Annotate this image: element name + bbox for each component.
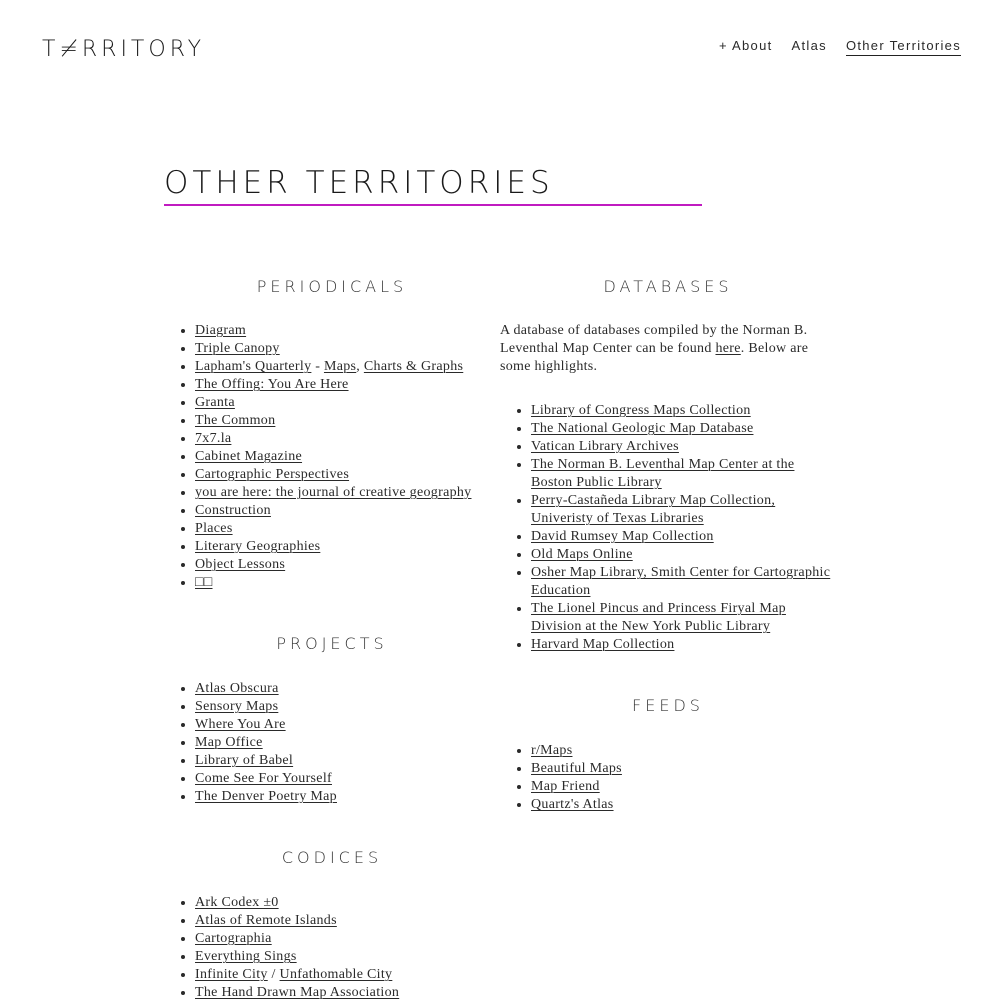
- resource-link[interactable]: Vatican Library Archives: [531, 439, 679, 454]
- databases-intro: [500, 322, 836, 376]
- resource-link[interactable]: Infinite City: [195, 967, 268, 982]
- list-item: [195, 412, 500, 430]
- list-item: [531, 438, 836, 456]
- resource-link[interactable]: Sensory Maps: [195, 699, 279, 714]
- list-item: [195, 770, 500, 788]
- resource-link[interactable]: Perry-Castañeda Library Map Collection, Univeristy of Texas Libraries: [531, 493, 776, 526]
- list-item: [195, 448, 500, 466]
- resource-link[interactable]: Construction: [195, 503, 271, 518]
- list-item: [531, 778, 836, 796]
- resource-link[interactable]: The Common: [195, 413, 276, 428]
- feeds-list: [500, 742, 836, 814]
- databases-here-link[interactable]: here: [715, 341, 741, 356]
- resource-link[interactable]: Charts & Graphs: [363, 359, 464, 374]
- list-item: [531, 760, 836, 778]
- resource-link[interactable]: Osher Map Library, Smith Center for Cartographic Education: [531, 565, 831, 598]
- resource-link[interactable]: Atlas of Remote Islands: [195, 913, 337, 928]
- list-item: [195, 484, 500, 502]
- resource-link[interactable]: Object Lessons: [195, 557, 286, 572]
- list-item: [195, 716, 500, 734]
- link-separator: ,: [356, 359, 364, 374]
- nav-about-link[interactable]: + About: [718, 38, 773, 53]
- codices-heading: CODICES: [281, 848, 383, 867]
- resource-link[interactable]: Map Friend: [531, 779, 600, 794]
- resource-link[interactable]: Granta: [195, 395, 235, 410]
- resource-link[interactable]: Literary Geographies: [195, 539, 321, 554]
- resource-link[interactable]: Beautiful Maps: [531, 761, 622, 776]
- periodicals-heading: PERIODICALS: [256, 277, 408, 296]
- right-column: [500, 276, 836, 814]
- list-item: [195, 948, 500, 966]
- list-item: [195, 502, 500, 520]
- resource-link[interactable]: □□: [195, 575, 213, 590]
- codices-list: [164, 894, 500, 1000]
- list-item: [531, 546, 836, 564]
- nav-other-territories-link[interactable]: Other Territories: [846, 38, 961, 56]
- list-item: [195, 574, 500, 592]
- resource-link[interactable]: The Denver Poetry Map: [195, 789, 337, 804]
- list-item: [195, 698, 500, 716]
- resource-link[interactable]: Map Office: [195, 735, 263, 750]
- nav-atlas-link[interactable]: Atlas: [791, 38, 827, 53]
- list-item: [531, 456, 836, 492]
- resource-link[interactable]: Triple Canopy: [195, 341, 280, 356]
- list-item: [195, 394, 500, 412]
- resource-link[interactable]: Come See For Yourself: [195, 771, 332, 786]
- resource-link[interactable]: The National Geologic Map Database: [531, 421, 754, 436]
- databases-intro-text-end: . Below are some highlights.: [500, 341, 809, 374]
- list-item: [195, 376, 500, 394]
- list-item: [531, 402, 836, 420]
- databases-heading: DATABASES: [603, 277, 733, 296]
- resource-link[interactable]: Library of Babel: [195, 753, 294, 768]
- resource-link[interactable]: Diagram: [195, 323, 247, 338]
- databases-intro-text: A database of databases compiled by the Norman B. Leventhal Map Center can be found: [500, 323, 808, 356]
- resource-link[interactable]: The Lionel Pincus and Princess Firyal Map Division at the New York Public Library: [531, 601, 786, 634]
- list-item: [195, 930, 500, 948]
- resource-link[interactable]: Maps: [323, 359, 357, 374]
- resource-link[interactable]: you are here: the journal of creative geography: [195, 485, 472, 500]
- list-item: [195, 734, 500, 752]
- databases-list: [500, 402, 836, 654]
- resource-link[interactable]: Library of Congress Maps Collection: [531, 403, 751, 418]
- site-logo[interactable]: T≠RRITORY: [42, 37, 206, 62]
- resource-link[interactable]: Cartographia: [195, 931, 272, 946]
- list-item: [531, 420, 836, 438]
- periodicals-list: [164, 322, 500, 592]
- list-item: [531, 528, 836, 546]
- resource-link[interactable]: The Norman B. Leventhal Map Center at the Boston Public Library: [531, 457, 795, 490]
- resource-link[interactable]: Atlas Obscura: [195, 681, 279, 696]
- list-item: [195, 430, 500, 448]
- resource-link[interactable]: Harvard Map Collection: [531, 637, 675, 652]
- resource-link[interactable]: Unfathomable City: [279, 967, 393, 982]
- resource-link[interactable]: The Hand Drawn Map Association: [195, 985, 400, 1000]
- list-item: [195, 322, 500, 340]
- link-separator: /: [267, 967, 280, 982]
- list-item: [195, 912, 500, 930]
- list-item: [531, 600, 836, 636]
- resource-link[interactable]: Cartographic Perspectives: [195, 467, 350, 482]
- resource-link[interactable]: Everything Sings: [195, 949, 297, 964]
- list-item: [531, 796, 836, 814]
- resource-link[interactable]: Quartz's Atlas: [531, 797, 614, 812]
- top-nav: [719, 38, 961, 56]
- list-item: [195, 894, 500, 912]
- resource-link[interactable]: Ark Codex ±0: [195, 895, 279, 910]
- resource-link[interactable]: 7x7.la: [195, 431, 232, 446]
- left-column: [164, 276, 500, 1000]
- list-item: [195, 466, 500, 484]
- list-item: [531, 636, 836, 654]
- list-item: [531, 492, 836, 528]
- projects-list: [164, 680, 500, 806]
- resource-link[interactable]: Lapham's Quarterly: [195, 359, 312, 374]
- resource-link[interactable]: Where You Are: [195, 717, 286, 732]
- feeds-heading: FEEDS: [632, 696, 704, 715]
- resource-link[interactable]: The Offing: You Are Here: [195, 377, 349, 392]
- list-item: [195, 556, 500, 574]
- resource-link[interactable]: Old Maps Online: [531, 547, 633, 562]
- list-item: [195, 788, 500, 806]
- list-item: [195, 358, 500, 376]
- resource-link[interactable]: r/Maps: [531, 743, 573, 758]
- list-item: [531, 742, 836, 760]
- list-item: [531, 564, 836, 600]
- list-item: [195, 538, 500, 556]
- list-item: [195, 520, 500, 538]
- list-item: [195, 752, 500, 770]
- resource-link[interactable]: David Rumsey Map Collection: [531, 529, 714, 544]
- page-title: OTHER TERRITORIES: [164, 165, 554, 201]
- list-item: [195, 340, 500, 358]
- list-item: [195, 984, 500, 1000]
- list-item: [195, 680, 500, 698]
- link-separator: -: [311, 359, 324, 374]
- list-item: [195, 966, 500, 984]
- title-underline: [164, 204, 702, 206]
- resource-link[interactable]: Cabinet Magazine: [195, 449, 303, 464]
- projects-heading: PROJECTS: [276, 634, 388, 653]
- resource-link[interactable]: Places: [195, 521, 233, 536]
